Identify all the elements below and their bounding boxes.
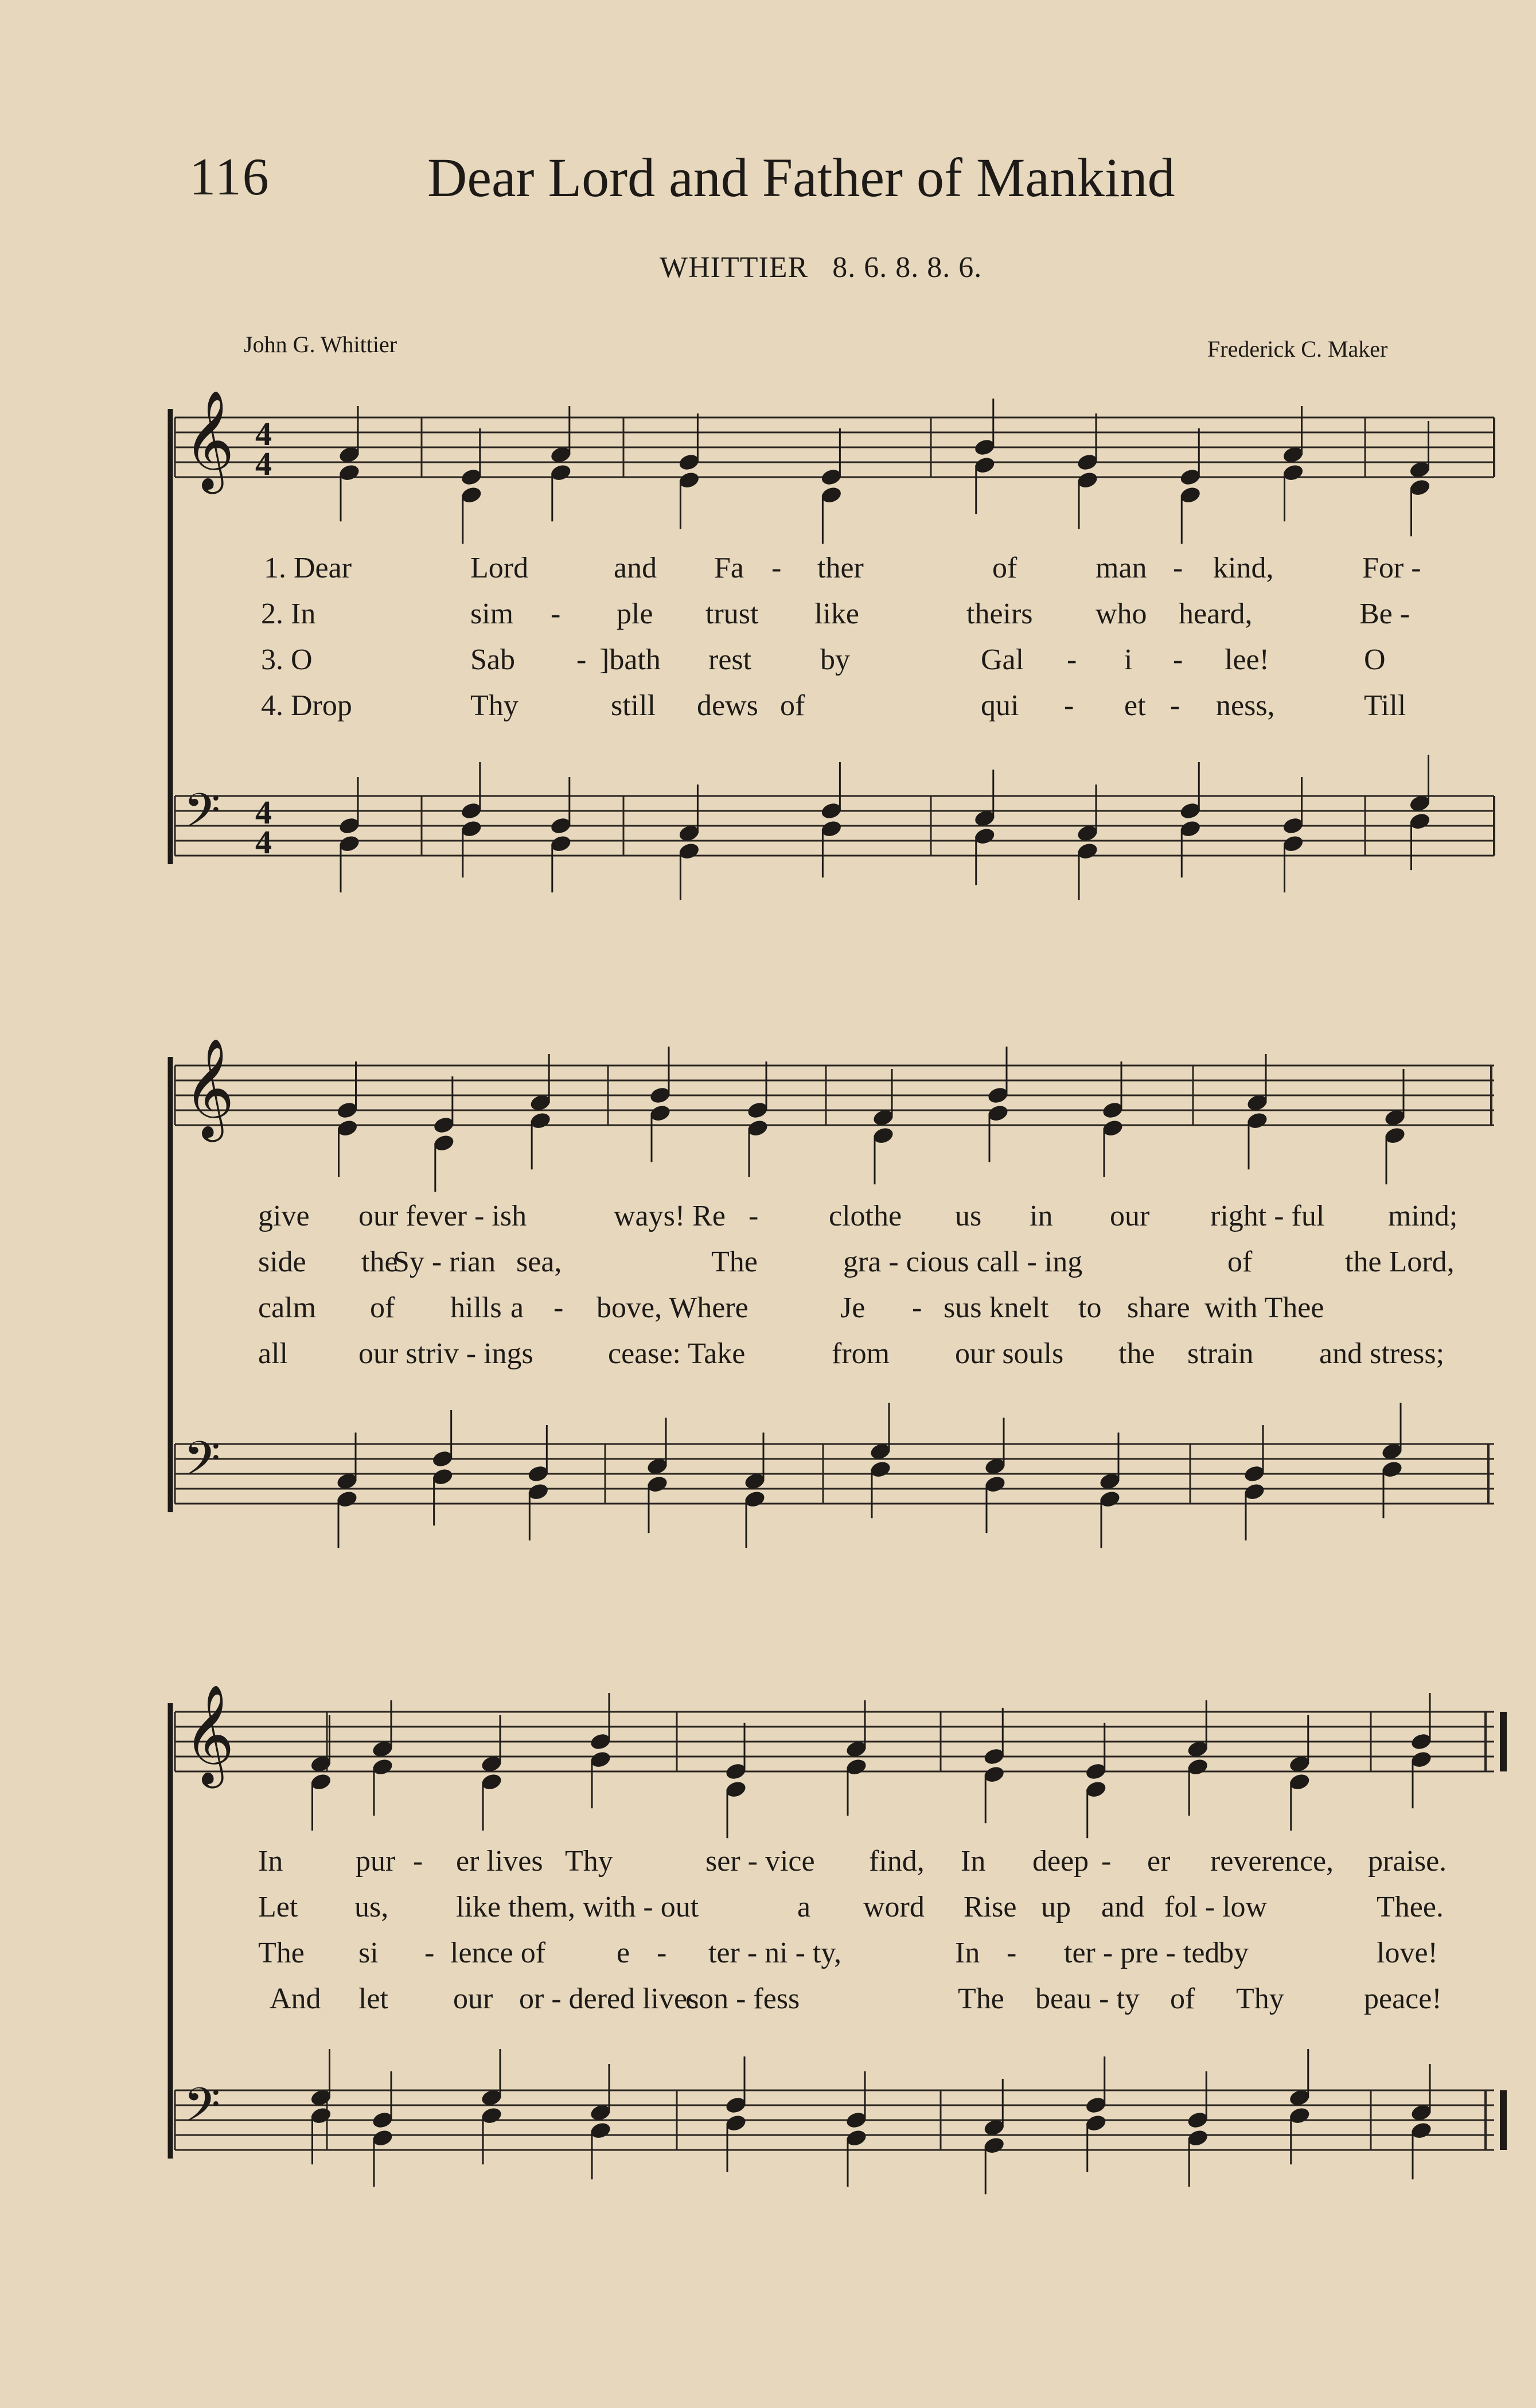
lyric-syllable: by [820,643,850,676]
lyric-syllable: ther [817,552,864,584]
lyric-syllable: trust [705,598,759,630]
lyric-syllable: O [1364,643,1386,676]
lyric-syllable: ser - vice [705,1845,815,1878]
lyric-syllable: ways! Re [614,1200,726,1232]
lyric-syllable: si [358,1937,379,1969]
lyric-syllable: - [413,1845,423,1878]
bass-clef: 𝄢 [184,1431,221,1498]
lyric-syllable: deep [1032,1845,1089,1878]
lyric-syllable: - [1067,643,1077,676]
lyric-syllable: - [553,1291,564,1324]
lyric-syllable: sus knelt [944,1291,1049,1324]
lyric-syllable: - [1173,643,1183,676]
lyric-syllable: For - [1362,552,1421,584]
lyric-syllable: and stress; [1319,1337,1445,1370]
lyric-syllable: like them, with - out [456,1891,699,1923]
lyric-syllable: Gal [981,643,1024,676]
lyric-syllable: e [617,1937,630,1969]
lyric-syllable: - [748,1200,759,1232]
lyric-syllable: from [832,1337,890,1370]
lyric-syllable: in [1030,1200,1053,1232]
lyric-syllable: word [863,1891,925,1923]
lyric-syllable: a [797,1891,811,1923]
bass-time-signature-bottom: 4 [255,824,272,861]
lyric-syllable: theirs [966,598,1033,630]
lyric-syllable: - [1173,552,1183,584]
lyric-syllable: 1. Dear [264,552,352,584]
lyric-syllable: Till [1364,689,1406,722]
lyric-syllable: the [1118,1337,1155,1370]
lyric-syllable: Thy [565,1845,613,1878]
lyric-syllable: praise. [1368,1845,1447,1878]
lyric-syllable: In [955,1937,980,1969]
lyric-syllable: beau - ty [1035,1982,1140,2015]
lyric-syllable: love! [1377,1937,1438,1969]
lyric-syllable: of [780,689,805,722]
lyric-syllable: let [358,1982,388,2015]
lyric-syllable: us, [354,1891,389,1923]
bass-clef: 𝄢 [184,2077,221,2144]
lyric-syllable: us [955,1200,982,1232]
lyric-syllable: 3. O [261,643,313,676]
lyric-syllable: reverence, [1210,1845,1334,1878]
lyric-syllable: - [657,1937,667,1969]
lyric-syllable: mind; [1388,1200,1458,1232]
lyric-syllable: - [1170,689,1180,722]
lyric-syllable: of [992,552,1017,584]
lyric-syllable: - [424,1937,435,1969]
lyric-syllable: bove, Where [597,1291,748,1324]
lyric-syllable: the Lord, [1345,1246,1455,1278]
composer: Frederick C. Maker [1207,336,1388,362]
lyric-syllable: and [614,552,657,584]
lyric-syllable: qui [981,689,1019,722]
lyric-syllable: clothe [829,1200,902,1232]
lyric-syllable: 2. In [261,598,316,630]
treble-clef: 𝄞 [184,1684,235,1784]
lyric-syllable: sim [470,598,514,630]
lyric-syllable: peace! [1364,1982,1442,2015]
bass-clef: 𝄢 [184,783,221,850]
lyric-syllable: like [814,598,859,630]
lyric-syllable: - [551,598,561,630]
lyric-syllable: calm [258,1291,317,1324]
lyric-syllable: cease: Take [608,1337,746,1370]
lyric-syllable: Let [258,1891,298,1923]
lyric-syllable: In [258,1845,283,1878]
lyric-syllable: Thy [470,689,519,722]
lyric-syllable: con - fess [685,1982,800,2015]
lyric-syllable: ter - pre - ted [1064,1937,1220,1969]
lyric-syllable: heard, [1179,598,1253,630]
treble-clef: 𝄞 [184,1038,235,1138]
lyric-syllable: the [361,1246,398,1278]
lyric-syllable: gra - cious call - ing [843,1246,1083,1278]
tune-name: WHITTIER [660,251,809,284]
lyric-syllable: strain [1187,1337,1254,1370]
lyric-syllable: to [1078,1291,1102,1324]
lyric-syllable: dews [697,689,758,722]
treble-time-signature-top: 4 [255,415,272,452]
lyric-syllable: who [1096,598,1147,630]
lyric-syllable: Thy [1236,1982,1284,2015]
lyric-syllable: with Thee [1204,1291,1324,1324]
lyric-syllable: - [1064,689,1074,722]
lyric-syllable: hills [450,1291,502,1324]
lyric-syllable: rest [708,643,752,676]
lyric-syllable: - [771,552,782,584]
lyric-syllable: The [711,1246,758,1278]
lyric-syllable: Lord [470,552,529,584]
lyric-syllable: And [270,1982,321,2015]
lyric-syllable: Sy - rian [393,1246,496,1278]
lyric-syllable: lee! [1225,643,1269,676]
lyric-syllable: find, [869,1845,925,1878]
lyric-syllable: our [1110,1200,1150,1232]
lyric-syllable: - [1007,1937,1017,1969]
lyric-syllable: ness, [1216,689,1275,722]
lyric-syllable: of [1227,1246,1253,1278]
lyric-syllable: our [453,1982,493,2015]
lyric-syllable: er [1147,1845,1171,1878]
lyric-syllable: our souls [955,1337,1064,1370]
lyric-syllable: share [1127,1291,1190,1324]
lyric-syllable: 4. Drop [261,689,352,722]
lyric-syllable: - [912,1291,922,1324]
lyric-syllable: The [258,1937,305,1969]
lyric-syllable: sea, [516,1246,562,1278]
treble-clef: 𝄞 [184,390,235,490]
lyric-syllable: of [1170,1982,1195,2015]
lyric-syllable: or - dered lives [519,1982,699,2015]
lyric-syllable: still [611,689,656,722]
author: John G. Whittier [244,331,397,357]
lyric-syllable: side [258,1246,306,1278]
lyric-syllable: - [576,643,587,676]
lyric-syllable: of [370,1291,395,1324]
lyric-syllable: lence of [450,1937,546,1969]
lyric-syllable: Je [840,1291,866,1324]
lyric-syllable: er lives [456,1845,543,1878]
lyric-syllable: our fever - ish [358,1200,527,1232]
lyric-syllable: man [1096,552,1147,584]
lyric-syllable: and [1101,1891,1145,1923]
lyric-syllable: - [1101,1845,1112,1878]
lyric-syllable: Thee. [1377,1891,1444,1923]
lyric-syllable: all [258,1337,288,1370]
lyric-syllable: Rise [964,1891,1017,1923]
lyric-syllable: by [1219,1937,1249,1969]
treble-time-signature-bottom: 4 [255,445,272,482]
meter: 8. 6. 8. 8. 6. [832,251,983,284]
lyric-syllable: a [510,1291,524,1324]
lyric-syllable: ]bath [599,643,661,676]
lyric-syllable: up [1041,1891,1071,1923]
lyric-syllable: Be - [1359,598,1410,630]
lyric-syllable: In [961,1845,986,1878]
lyric-syllable: fol - low [1164,1891,1268,1923]
lyric-syllable: Sab [470,643,515,676]
lyric-syllable: ple [617,598,653,630]
lyric-syllable: The [958,1982,1004,2015]
bass-time-signature-top: 4 [255,794,272,831]
lyric-syllable: right - ful [1210,1200,1325,1232]
lyric-syllable: ter - ni - ty, [708,1937,841,1969]
lyric-syllable: pur [356,1845,396,1878]
lyric-syllable: kind, [1213,552,1274,584]
lyric-syllable: et [1124,689,1146,722]
lyric-syllable: our striv - ings [358,1337,533,1370]
lyric-syllable: i [1124,643,1133,676]
lyric-syllable: give [258,1200,310,1232]
hymn-title: Dear Lord and Father of Mankind [427,147,1175,208]
hymn-number: 116 [189,147,270,206]
lyric-syllable: Fa [714,552,744,584]
